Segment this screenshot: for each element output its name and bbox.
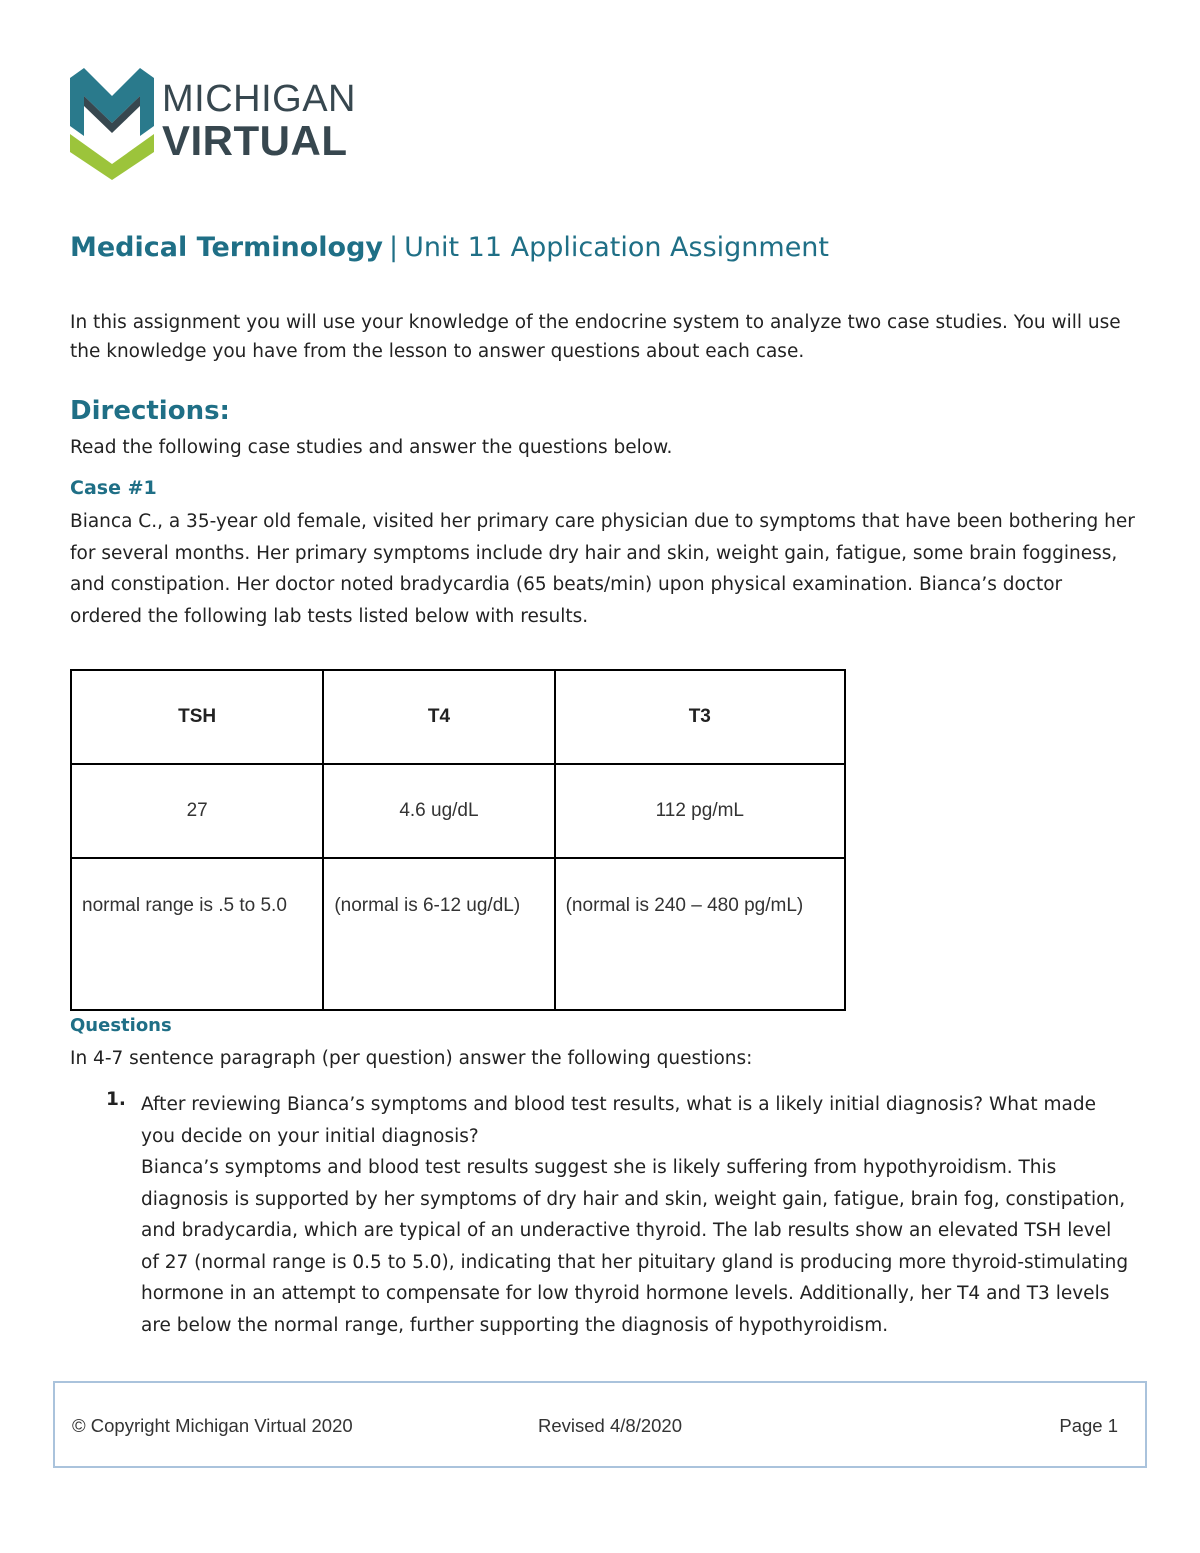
question-number: 1.	[106, 1089, 126, 1110]
answer-text: Bianca’s symptoms and blood test results suggest she is likely suffering from hypothyroidism. This diagnosis is supported by her symptoms of dry hair and skin, weight gain, fatigue, brain fog, constipation, and bradycardia, which are typical of an underactive thyroid. The lab results show an elevated TSH level of 27 (normal range is 0.5 to 5.0), indicating that her pituitary gland is producing more thyroid-stimulating hormone in an attempt to compensate for low thyroid hormone levels. Additionally, her T4 and T3 levels are below the normal range, further supporting the diagnosis of hypothyroidism.	[141, 1157, 1129, 1336]
value-cell-t4: 4.6 ug/dL	[323, 764, 554, 858]
table-header-row	[71, 670, 845, 764]
michigan-virtual-logo-mark	[70, 68, 154, 183]
value-cell-tsh: 27	[71, 764, 323, 858]
normal-cell-t3: (normal is 240 – 480 pg/mL)	[555, 858, 845, 1010]
title-separator: |	[389, 232, 399, 263]
header-cell-t3: T3	[555, 670, 845, 764]
normal-cell-tsh: normal range is .5 to 5.0	[71, 858, 323, 1010]
questions-intro: In 4-7 sentence paragraph (per question) answer the following questions:	[70, 1048, 753, 1069]
intro-paragraph: In this assignment you will use your knowledge of the endocrine system to analyze two case studies. You will use the knowledge you have from the lesson to answer questions about each case.	[70, 312, 1121, 362]
footer-copyright: © Copyright Michigan Virtual 2020	[72, 1415, 353, 1436]
footer-page-number: Page 1	[1059, 1415, 1118, 1436]
header-cell-tsh: TSH	[71, 670, 323, 764]
lab-results-table	[70, 669, 846, 1011]
page-title	[70, 232, 829, 263]
value-cell-t3: 112 pg/mL	[555, 764, 845, 858]
header-cell-t4: T4	[323, 670, 554, 764]
questions-heading: Questions	[70, 1015, 172, 1036]
michigan-virtual-logo	[70, 68, 370, 183]
logo-text-michigan: MICHIGAN	[162, 78, 356, 120]
table-row-normal-ranges	[71, 858, 845, 1010]
case-description: Bianca C., a 35-year old female, visited her primary care physician due to symptoms that have been bothering her for several months. Her primary symptoms include dry hair and skin, weight gain, fatigue, some brain fogginess, and constipation. Her doctor noted bradycardia (65 beats/min) upon physical examination. Bianca’s doctor ordered the following lab tests listed below with results.	[70, 511, 1135, 627]
normal-cell-t4: (normal is 6-12 ug/dL)	[323, 858, 554, 1010]
page-footer	[53, 1381, 1147, 1468]
course-name: Medical Terminology	[70, 232, 383, 263]
question-text: After reviewing Bianca’s symptoms and blood test results, what is a likely initial diagnosis? What made you decide on your initial diagnosis?	[141, 1094, 1096, 1147]
logo-text-virtual: VIRTUAL	[162, 117, 348, 164]
directions-text: Read the following case studies and answer the questions below.	[70, 437, 673, 458]
table-row-values	[71, 764, 845, 858]
assignment-name: Unit 11 Application Assignment	[404, 232, 830, 263]
case-heading: Case #1	[70, 477, 157, 499]
footer-revised: Revised 4/8/2020	[538, 1415, 682, 1436]
directions-heading: Directions:	[70, 396, 230, 426]
question-block	[141, 1089, 1131, 1341]
